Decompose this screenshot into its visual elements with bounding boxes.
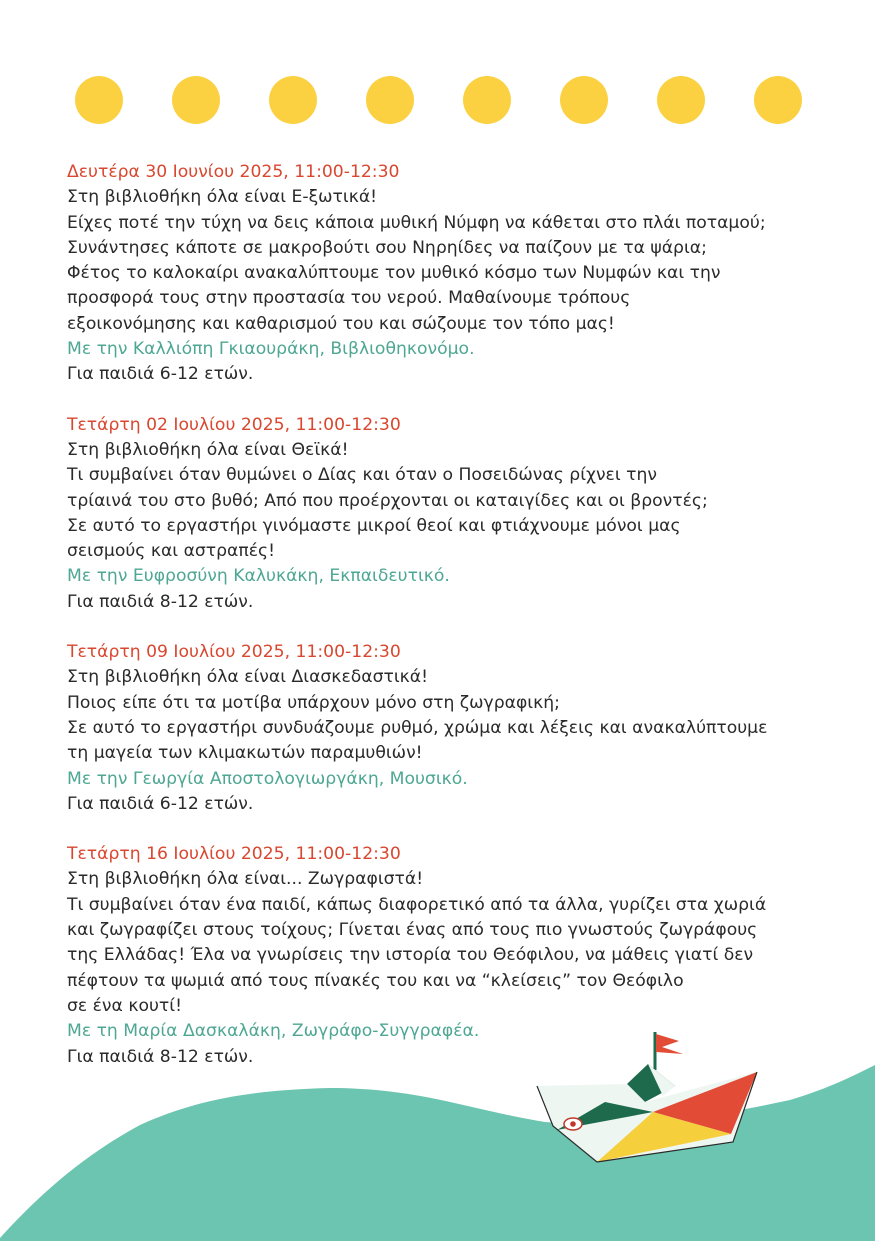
event-presenter: Με την Ευφροσύνη Καλυκάκη, Εκπαιδευτικό. xyxy=(67,566,450,587)
event-description-line: και ζωγραφίζει στους τοίχους; Γίνεται ένας από τους πιο γνωστούς ζωγράφους xyxy=(67,920,758,941)
yellow-dot xyxy=(657,76,705,124)
event-description-line: τρίαινά του στο βυθό; Από που προέρχονται οι καταιγίδες και οι βροντές; xyxy=(67,490,708,511)
event-ages: Για παιδιά 8-12 ετών. xyxy=(67,591,254,612)
event-date: Τετάρτη 02 Ιουλίου 2025, 11:00-12:30 xyxy=(67,414,401,435)
event-date: Τετάρτη 16 Ιουλίου 2025, 11:00-12:30 xyxy=(67,844,401,865)
event-date: Τετάρτη 09 Ιουλίου 2025, 11:00-12:30 xyxy=(67,642,401,663)
event-description-line: Σε αυτό το εργαστήρι συνδυάζουμε ρυθμό, χρώμα και λέξεις και ανακαλύπτουμε xyxy=(67,717,768,738)
event-description-line: προσφορά τους στην προστασία του νερού. Μαθαίνουμε τρόπους xyxy=(67,288,631,309)
event-description-line: Ποιος είπε ότι τα μοτίβα υπάρχουν μόνο στη ζωγραφική; xyxy=(67,692,560,713)
event-description-line: σε ένα κουτί! xyxy=(67,995,182,1016)
event-title: Στη βιβλιοθήκη όλα είναι Διασκεδαστικά! xyxy=(67,667,428,688)
event-date: Δευτέρα 30 Ιουνίου 2025, 11:00-12:30 xyxy=(67,162,400,182)
event-entry xyxy=(67,413,827,615)
event-description-line: Συνάντησες κάποτε σε μακροβούτι σου Νηρηίδες να παίζουν με τα ψάρια; xyxy=(67,237,707,258)
event-ages: Για παιδιά 6-12 ετών. xyxy=(67,364,254,385)
event-description-line: της Ελλάδας! Έλα να γνωρίσεις την ιστορία του Θεόφιλου, να μάθεις γιατί δεν xyxy=(67,945,754,966)
yellow-dot xyxy=(366,76,414,124)
event-ages: Για παιδιά 6-12 ετών. xyxy=(67,793,254,814)
event-description-line: Φέτος το καλοκαίρι ανακαλύπτουμε τον μυθικό κόσμο των Νυμφών και την xyxy=(67,263,721,284)
yellow-dot xyxy=(269,76,317,124)
event-presenter: Με την Καλλιόπη Γκιαουράκη, Βιβλιοθηκονόμο. xyxy=(67,339,475,360)
event-title: Στη βιβλιοθήκη όλα είναι... Ζωγραφιστά! xyxy=(67,869,424,890)
decorative-dots-row xyxy=(0,0,875,140)
event-ages: Για παιδιά 8-12 ετών. xyxy=(67,1046,254,1067)
boat-flag xyxy=(656,1034,683,1054)
event-description-line: εξοικονόμησης και καθαρισμού του και σώζουμε τον τόπο μας! xyxy=(67,313,615,334)
event-entry xyxy=(67,160,827,388)
event-description-line: τη μαγεία των κλιμακωτών παραμυθιών! xyxy=(67,743,423,764)
event-presenter: Με την Γεωργία Αποστολογιωργάκη, Μουσικό. xyxy=(67,768,468,789)
yellow-dot xyxy=(75,76,123,124)
event-title: Στη βιβλιοθήκη όλα είναι Ε-ξωτικά! xyxy=(67,187,378,208)
yellow-dot xyxy=(172,76,220,124)
yellow-dot xyxy=(754,76,802,124)
yellow-dot xyxy=(463,76,511,124)
event-description-line: Τι συμβαίνει όταν ένα παιδί, κάπως διαφορετικό από τα άλλα, γυρίζει στα χωριά xyxy=(67,894,767,915)
event-presenter: Με τη Μαρία Δασκαλάκη, Ζωγράφο-Συγγραφέα. xyxy=(67,1021,480,1042)
paper-boat-icon xyxy=(535,1030,765,1170)
event-description-line: Είχες ποτέ την τύχη να δεις κάποια μυθική Νύμφη να κάθεται στο πλάι ποταμού; xyxy=(67,212,766,233)
event-entry xyxy=(67,640,827,817)
event-description-line: πέφτουν τα ψωμιά από τους πίνακές του και να “κλείσεις” τον Θεόφιλο xyxy=(67,970,684,991)
event-title: Στη βιβλιοθήκη όλα είναι Θεϊκά! xyxy=(67,439,349,460)
event-description-line: Σε αυτό το εργαστήρι γινόμαστε μικροί θεοί και φτιάχνουμε μόνοι μας xyxy=(67,515,681,536)
event-description-line: σεισμούς και αστραπές! xyxy=(67,541,276,562)
events-list xyxy=(67,160,827,1095)
yellow-dot xyxy=(560,76,608,124)
event-description-line: Τι συμβαίνει όταν θυμώνει ο Δίας και όταν ο Ποσειδώνας ρίχνει την xyxy=(67,465,657,486)
